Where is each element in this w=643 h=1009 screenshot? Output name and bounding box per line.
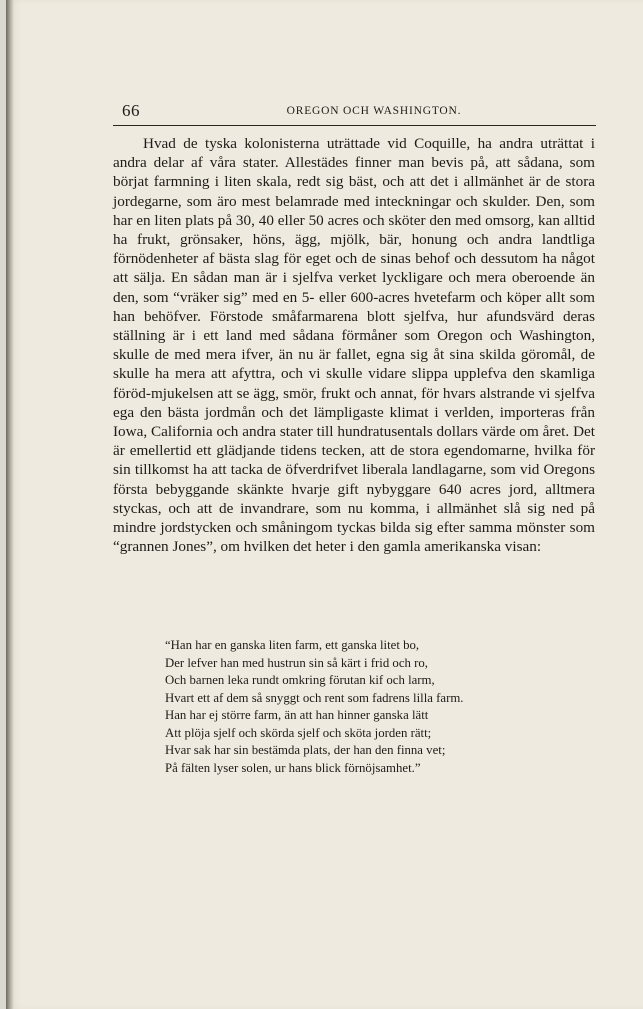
page-number: 66 [122,101,140,120]
verse-line: Att plöja sjelf och skörda sjelf och sköta jorden rätt; [165,725,432,740]
page-header [116,96,602,126]
header-rule [113,125,596,126]
verse-block [165,637,565,777]
verse-line: På fälten lyser solen, ur hans blick förnöjsamhet.” [165,760,421,775]
verse-line: Hvart ett af dem så snyggt och rent som fadrens lilla farm. [165,690,464,705]
verse-line: Han har ej större farm, än att han hinner ganska lätt [165,708,429,722]
verse-line: “Han har en ganska liten farm, ett ganska litet bo, [165,638,420,652]
body-paragraph: Hvad de tyska kolonisterna uträttade vid Coquille, ha andra uträttat i andra delar af våra stater. Allestädes finner man bevis på, att sådana, som börjat farmning i liten skala, redt sig bäst, och att det i allmänhet är de stora jordegarne, som äro mest belamrade med inteckningar och skulder. Den, som har en liten plats på 30, 40 eller 50 acres och sköter den med omsorg, kan alltid ha frukt, grönsaker, höns, ägg, mjölk, bär, honung och andra landtliga förnödenheter af bästa slag för eget och de sinas behof och dessutom ha något att sälja. En sådan man är i sjelfva verket lyckligare och mera oberoende än den, som “vräker sig” med en 5- eller 600-acres hvetefarm och köper allt som han behöfver. Förstode småfarmarena blott sjelfva, hur afundsvärd deras ställning är i ett land med sådana förmåner som Oregon och Washington, skulle de med mera ifver, än nu är fallet, egna sig åt sina skilda göromål, de skulle ha mera att afyttra, och vi skulle vidare slippa upplefva den skamliga föröd-mjukelsen att se ägg, smör, frukt och annat, för hvars alstrande vi sjelfva ega den bästa jordmån och det lämpligaste klimat i verlden, importeras från Iowa, California och andra stater till hundratusentals dollars värde om året. Det är emellertid ett glädjande tidens tecken, att de stora egendomarne, hvilka för sin tillkomst ha att tacka de öfverdrifvet liberala landlagarne, som vid Oregons första bebyggande skänkte hvarje gift nybyggare 640 acres jord, alltmera styckas, och att de invandrare, som nu komma, i allmänhet slå sig ned på mindre jordstycken och småningom tyckas bilda sig efter samma mönster som “grannen Jones”, om hvilken det heter i den gamla amerikanska visan: [113,135,595,556]
running-head: OREGON OCH WASHINGTON. [286,105,462,117]
verse-line: Och barnen leka rundt omkring förutan kif och larm, [165,673,435,687]
page-binding-edge [6,0,14,1009]
verse-line: Der lefver han med hustrun sin så kärt i frid och ro, [165,655,428,670]
verse-line: Hvar sak har sin bestämda plats, der han den finna vet; [165,743,446,757]
